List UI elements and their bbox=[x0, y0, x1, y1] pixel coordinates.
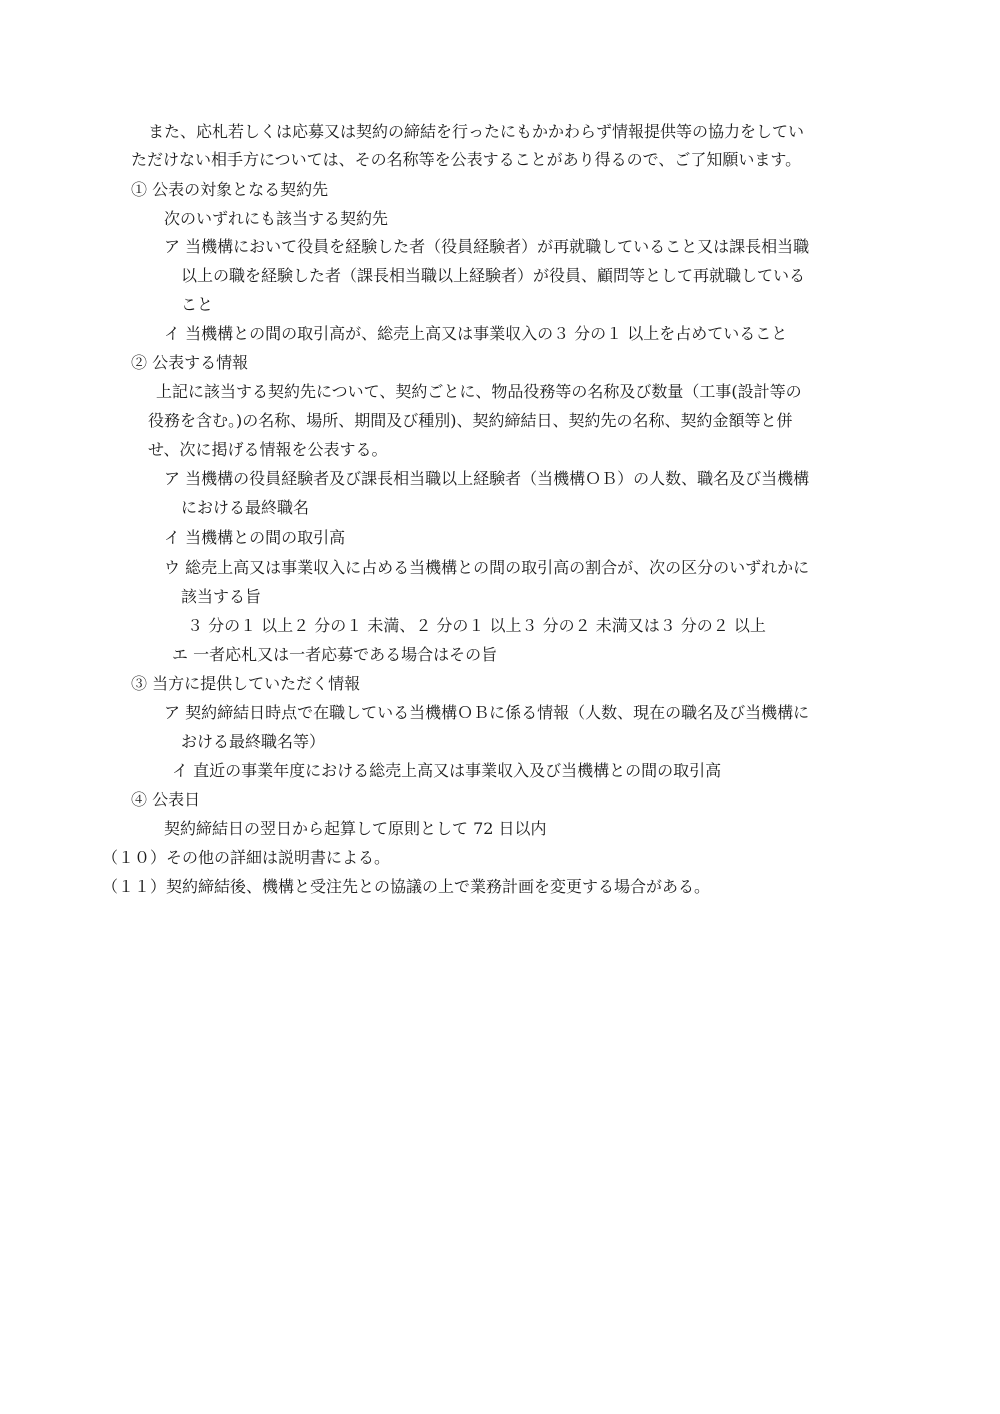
intro-line-2: ただけない相手方については、その名称等を公表することがあり得るので、ご了知願います。 bbox=[131, 150, 802, 169]
section-2-paragraph-line-3: せ、次に掲げる情報を公表する。 bbox=[148, 440, 388, 459]
section-2-paragraph-line-2: 役務を含む。)の名称、場所、期間及び種別)、契約締結日、契約先の名称、契約金額等と併 bbox=[148, 411, 793, 430]
section-2-item-i: イ 当機構との間の取引高 bbox=[164, 528, 346, 547]
section-2-item-a-line-2: における最終職名 bbox=[181, 498, 310, 517]
section-4-body: 契約締結日の翌日から起算して原則として 72 日以内 bbox=[164, 819, 547, 838]
section-2-item-a-line-1: ア 当機構の役員経験者及び課長相当職以上経験者（当機構ＯＢ）の人数、職名及び当機構 bbox=[164, 469, 810, 488]
section-2-item-e: エ 一者応札又は一者応募である場合はその旨 bbox=[172, 645, 498, 664]
section-1-heading: ① 公表の対象となる契約先 bbox=[131, 180, 329, 199]
section-3-item-a-line-1: ア 契約締結日時点で在職している当機構ＯＢに係る情報（人数、現在の職名及び当機構に bbox=[164, 703, 810, 722]
section-3-item-i: イ 直近の事業年度における総売上高又は事業収入及び当機構との間の取引高 bbox=[172, 761, 722, 780]
section-3-heading: ③ 当方に提供していただく情報 bbox=[131, 674, 361, 693]
section-2-paragraph-line-1: 上記に該当する契約先について、契約ごとに、物品役務等の名称及び数量（工事(設計等の bbox=[156, 382, 802, 401]
section-2-heading: ② 公表する情報 bbox=[131, 353, 249, 372]
section-1-item-a-line-3: こと bbox=[181, 295, 214, 314]
section-2-item-u-line-2: 該当する旨 bbox=[181, 587, 262, 606]
section-3-item-a-line-2: おける最終職名等） bbox=[181, 732, 326, 751]
section-1-item-a-line-2: 以上の職を経験した者（課長相当職以上経験者）が役員、顧問等として再就職している bbox=[181, 266, 806, 285]
section-4-heading: ④ 公表日 bbox=[131, 790, 201, 809]
intro-line-1: また、応札若しくは応募又は契約の締結を行ったにもかかわらず情報提供等の協力をしてい bbox=[148, 122, 805, 141]
section-1-subheading: 次のいずれにも該当する契約先 bbox=[164, 209, 389, 228]
section-1-item-a-line-1: ア 当機構において役員を経験した者（役員経験者）が再就職していること又は課長相当職 bbox=[164, 237, 810, 256]
section-2-item-u-line-3: ３ 分の１ 以上２ 分の１ 未満、２ 分の１ 以上３ 分の２ 未満又は３ 分の２ 以上 bbox=[187, 616, 766, 635]
section-2-item-u-line-1: ウ 総売上高又は事業収入に占める当機構との間の取引高の割合が、次の区分のいずれかに bbox=[164, 558, 810, 577]
item-10: （１０）その他の詳細は説明書による。 bbox=[102, 848, 391, 867]
item-11: （１１）契約締結後、機構と受注先との協議の上で業務計画を変更する場合がある。 bbox=[102, 877, 711, 896]
section-1-item-i: イ 当機構との間の取引高が、総売上高又は事業収入の３ 分の１ 以上を占めていること bbox=[164, 324, 788, 343]
